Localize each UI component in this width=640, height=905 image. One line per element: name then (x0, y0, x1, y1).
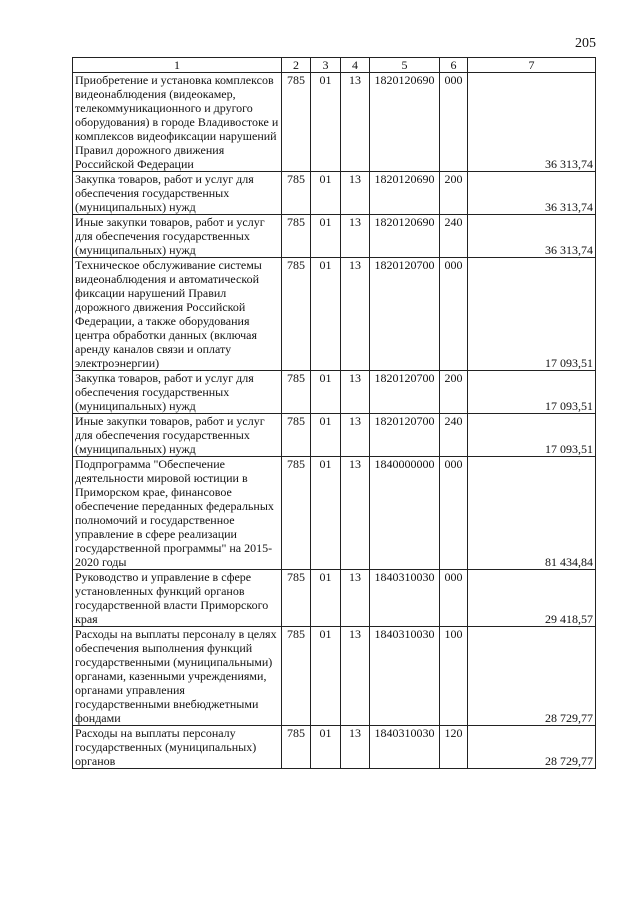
row-section: 01 (311, 627, 341, 726)
row-expense-type: 100 (440, 627, 468, 726)
row-amount: 36 313,74 (468, 215, 596, 258)
column-header: 3 (311, 58, 341, 73)
row-expense-type: 000 (440, 73, 468, 172)
row-section: 01 (311, 570, 341, 627)
row-ministry: 785 (282, 570, 311, 627)
row-amount: 28 729,77 (468, 627, 596, 726)
row-subsection: 13 (341, 215, 370, 258)
row-amount: 36 313,74 (468, 73, 596, 172)
row-section: 01 (311, 457, 341, 570)
row-section: 01 (311, 258, 341, 371)
row-target-code: 1840000000 (370, 457, 440, 570)
row-target-code: 1820120690 (370, 215, 440, 258)
column-header: 6 (440, 58, 468, 73)
row-target-code: 1820120690 (370, 172, 440, 215)
row-section: 01 (311, 726, 341, 769)
table-row (73, 73, 596, 172)
row-target-code: 1840310030 (370, 627, 440, 726)
row-expense-type: 000 (440, 258, 468, 371)
row-name: Подпрограмма "Обеспечение деятельности мировой юстиции в Приморском крае, финансовое обеспечение переданных федеральных полномочий и государственное управление в сфере реализации государственной программы" на 2015-2020 годы (73, 457, 282, 570)
row-expense-type: 120 (440, 726, 468, 769)
header-row (73, 58, 596, 73)
table-row (73, 414, 596, 457)
row-section: 01 (311, 73, 341, 172)
column-header: 7 (468, 58, 596, 73)
row-expense-type: 200 (440, 371, 468, 414)
row-target-code: 1840310030 (370, 570, 440, 627)
page-number: 205 (575, 36, 596, 51)
row-section: 01 (311, 371, 341, 414)
row-expense-type: 200 (440, 172, 468, 215)
row-target-code: 1820120700 (370, 258, 440, 371)
row-ministry: 785 (282, 627, 311, 726)
row-name: Закупка товаров, работ и услуг для обеспечения государственных (муниципальных) нужд (73, 371, 282, 414)
row-target-code: 1840310030 (370, 726, 440, 769)
table-row (73, 726, 596, 769)
table-row (73, 258, 596, 371)
row-ministry: 785 (282, 172, 311, 215)
row-target-code: 1820120700 (370, 414, 440, 457)
row-section: 01 (311, 215, 341, 258)
row-subsection: 13 (341, 258, 370, 371)
column-header: 1 (73, 58, 282, 73)
row-name: Закупка товаров, работ и услуг для обеспечения государственных (муниципальных) нужд (73, 172, 282, 215)
table-row (73, 457, 596, 570)
row-amount: 17 093,51 (468, 258, 596, 371)
row-subsection: 13 (341, 627, 370, 726)
row-name: Приобретение и установка комплексов видеонаблюдения (видеокамер, телекоммуникационного и другого оборудования) в городе Владивостоке и комплексов видеофиксации нарушений Правил дорожного движения Российской Федерации (73, 73, 282, 172)
table-row (73, 371, 596, 414)
table-row (73, 215, 596, 258)
row-ministry: 785 (282, 215, 311, 258)
row-ministry: 785 (282, 258, 311, 371)
row-subsection: 13 (341, 73, 370, 172)
row-expense-type: 000 (440, 570, 468, 627)
row-name: Иные закупки товаров, работ и услуг для обеспечения государственных (муниципальных) нужд (73, 215, 282, 258)
row-expense-type: 240 (440, 215, 468, 258)
column-header: 2 (282, 58, 311, 73)
row-amount: 36 313,74 (468, 172, 596, 215)
table-row (73, 570, 596, 627)
row-expense-type: 000 (440, 457, 468, 570)
row-target-code: 1820120700 (370, 371, 440, 414)
row-ministry: 785 (282, 73, 311, 172)
row-name: Иные закупки товаров, работ и услуг для обеспечения государственных (муниципальных) нужд (73, 414, 282, 457)
row-subsection: 13 (341, 371, 370, 414)
row-expense-type: 240 (440, 414, 468, 457)
row-name: Техническое обслуживание системы видеонаблюдения и автоматической фиксации нарушений Правил дорожного движения Российской Федерации, а также оборудования центра обработки данных (включая аренду каналов связи и оплату электроэнергии) (73, 258, 282, 371)
column-header: 4 (341, 58, 370, 73)
row-ministry: 785 (282, 414, 311, 457)
row-subsection: 13 (341, 457, 370, 570)
row-name: Расходы на выплаты персоналу в целях обеспечения выполнения функций государственными (муниципальными) органами, казенными учреждениями, органами управления государственными внебюджетными фондами (73, 627, 282, 726)
row-amount: 17 093,51 (468, 414, 596, 457)
row-amount: 29 418,57 (468, 570, 596, 627)
table-row (73, 627, 596, 726)
row-name: Расходы на выплаты персоналу государственных (муниципальных) органов (73, 726, 282, 769)
column-header: 5 (370, 58, 440, 73)
row-amount: 28 729,77 (468, 726, 596, 769)
row-subsection: 13 (341, 172, 370, 215)
row-ministry: 785 (282, 726, 311, 769)
table-row (73, 172, 596, 215)
row-subsection: 13 (341, 570, 370, 627)
row-name: Руководство и управление в сфере установленных функций органов государственной власти Приморского края (73, 570, 282, 627)
row-ministry: 785 (282, 371, 311, 414)
row-amount: 81 434,84 (468, 457, 596, 570)
budget-table (72, 57, 596, 769)
row-subsection: 13 (341, 726, 370, 769)
row-amount: 17 093,51 (468, 371, 596, 414)
row-section: 01 (311, 172, 341, 215)
row-section: 01 (311, 414, 341, 457)
row-subsection: 13 (341, 414, 370, 457)
row-ministry: 785 (282, 457, 311, 570)
row-target-code: 1820120690 (370, 73, 440, 172)
